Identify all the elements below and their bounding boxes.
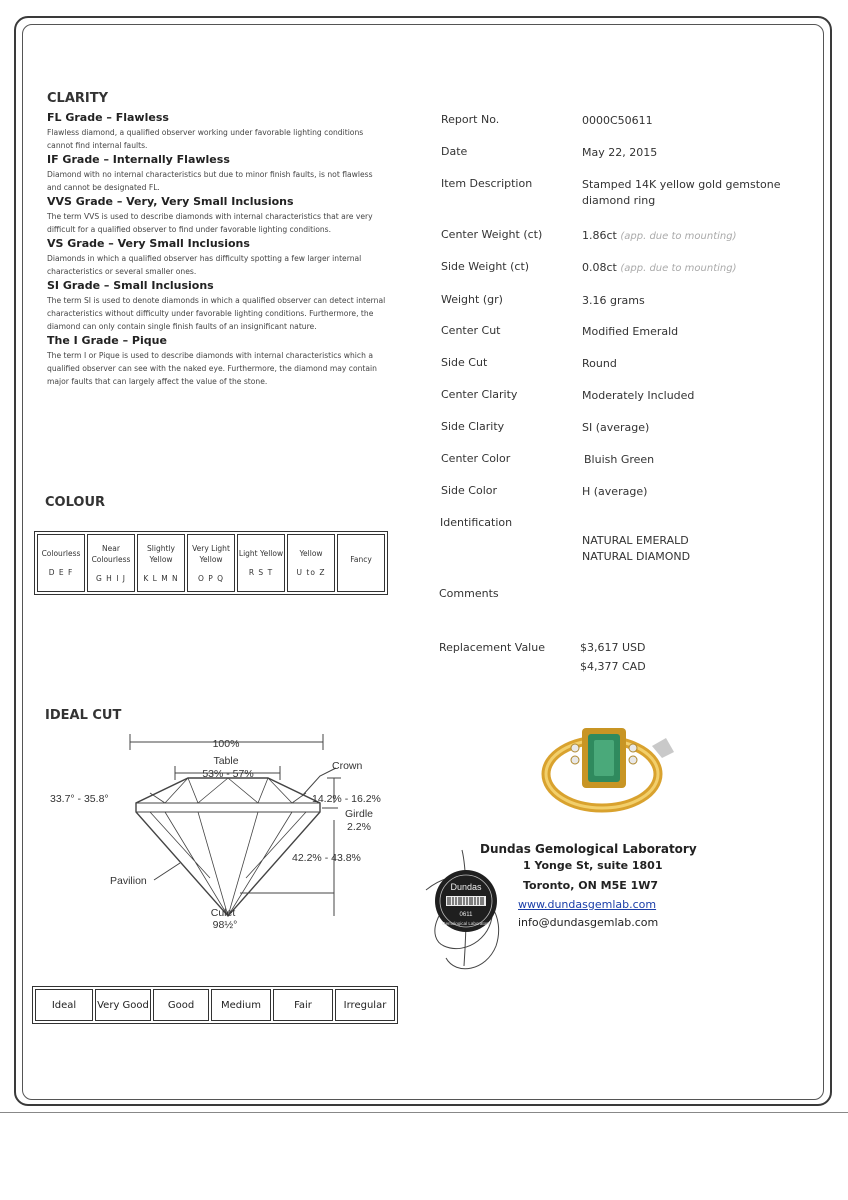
lab-email: info@dundasgemlab.com: [518, 916, 659, 929]
report-no-value: 0000C50611: [582, 114, 653, 127]
cut-cell: Ideal: [35, 989, 93, 1021]
grade-description: [47, 252, 407, 278]
side-weight-number: 0.08ct: [582, 261, 617, 274]
grade-line: characteristics without difficulty under favorable lighting conditions. Furthermore, the: [47, 309, 374, 318]
grade-line: difficult for a qualified observer to find under favorable lighting conditions.: [47, 225, 332, 234]
side-diamond: [629, 744, 637, 752]
emerald-facet: [594, 740, 614, 776]
grade-title: IF Grade – Internally Flawless: [47, 153, 230, 166]
side-color-value: H (average): [582, 485, 648, 498]
grade-line: qualified observer can see with the naked eye. Furthermore, the diamond may contain: [47, 364, 377, 373]
grade-si: [47, 279, 407, 333]
grade-line: The term VVS is used to describe diamonds with internal characteristics that are very: [47, 212, 373, 221]
grade-line: The term SI is used to denote diamonds in which a qualified observer can detect internal: [47, 296, 386, 305]
table-range-label: 53% - 57%: [202, 768, 254, 780]
side-diamond: [571, 756, 579, 764]
crown-leader: [302, 768, 336, 796]
grade-line: diamond can only contain single finish faults of an insignificant nature.: [47, 322, 317, 331]
seal-top-text: Dundas: [450, 882, 482, 892]
grade-line: characteristics or several smaller ones.: [47, 267, 197, 276]
cut-cell: Fair: [273, 989, 333, 1021]
grade-line: The term I or Pique is used to describe diamonds with internal characteristics which a: [47, 351, 373, 360]
cut-scale-table: [32, 986, 398, 1024]
colour-cell-name: Light Yellow: [238, 549, 284, 558]
diamond-outline: [136, 778, 320, 916]
identification-line: NATURAL DIAMOND: [582, 550, 691, 563]
grade-line: cannot find internal faults.: [47, 141, 148, 150]
center-color-label: Center Color: [441, 452, 511, 465]
identification-label: Identification: [440, 516, 513, 529]
cut-cell: Good: [153, 989, 209, 1021]
side-weight-value: [582, 260, 737, 277]
cut-cell: Medium: [211, 989, 271, 1021]
crown-label: Crown: [332, 760, 363, 772]
pavilion-leader: [154, 863, 180, 880]
grade-fl: [47, 111, 407, 152]
crown-angle-label: 33.7° - 35.8°: [50, 793, 109, 805]
center-weight-note: (app. due to mounting): [620, 231, 737, 242]
grade-line: Diamond with no internal characteristics but due to minor finish faults, is not flawless: [47, 170, 373, 179]
colour-cell-code: U to Z: [296, 568, 326, 577]
seal-middle-text: 0611: [459, 912, 473, 918]
page-bottom-rule: [0, 1112, 848, 1113]
grade-description: [47, 349, 407, 388]
colour-cell: [187, 534, 235, 592]
replacement-usd: $3,617 USD: [580, 641, 646, 654]
side-weight-label: Side Weight (ct): [441, 260, 530, 273]
colour-cell-code: G H I J: [95, 573, 127, 583]
center-weight-label: Center Weight (ct): [441, 228, 543, 241]
item-description-value: Stamped 14K yellow gold gemstone diamond ring: [582, 178, 781, 207]
ring-tag: [652, 738, 674, 758]
lab-seal: [416, 846, 512, 984]
cut-cell: Very Good: [95, 989, 151, 1021]
grade-description: [47, 168, 407, 194]
side-diamond: [571, 744, 579, 752]
center-cut-label: Center Cut: [441, 324, 501, 337]
item-description-label: Item Description: [441, 177, 533, 190]
lab-address-2: Toronto, ON M5E 1W7: [523, 879, 659, 892]
replacement-cad: $4,377 CAD: [580, 660, 646, 673]
pavilion-depth-label: 42.2% - 43.8%: [292, 852, 361, 864]
clarity-heading: CLARITY: [47, 91, 109, 106]
identification-line: NATURAL EMERALD: [582, 534, 689, 547]
date-value: May 22, 2015: [582, 146, 658, 159]
grade-line: Flawless diamond, a qualified observer working under favorable lighting conditions: [47, 128, 364, 137]
seal-barcode: [446, 896, 486, 906]
lab-website-link[interactable]: www.dundasgemlab.com: [518, 898, 657, 911]
side-clarity-value: SI (average): [582, 421, 650, 434]
colour-cell-name: Very Light Yellow: [192, 543, 230, 564]
girdle-pct-label: 2.2%: [347, 821, 371, 833]
colour-cell: [237, 534, 285, 592]
grade-title: VVS Grade – Very, Very Small Inclusions: [47, 195, 294, 208]
grade-title: FL Grade – Flawless: [47, 111, 169, 124]
grade-description: [47, 294, 407, 333]
side-cut-value: Round: [582, 357, 617, 370]
colour-cell-name: Colourless: [41, 549, 81, 558]
diamond-proportions-diagram: [40, 728, 410, 938]
crown-facets: [150, 778, 306, 803]
identification-value: [582, 533, 690, 565]
center-weight-value: [582, 228, 737, 245]
pavilion-facets: [150, 812, 306, 916]
grade-vs: [47, 237, 407, 278]
colour-cell: [137, 534, 185, 592]
culet-angle-label: 98½°: [212, 919, 238, 931]
date-label: Date: [441, 145, 468, 158]
side-cut-label: Side Cut: [441, 356, 488, 369]
center-cut-value: Modified Emerald: [582, 325, 679, 338]
grade-title: SI Grade – Small Inclusions: [47, 279, 214, 292]
grade-description: [47, 126, 407, 152]
grade-description: [47, 210, 407, 236]
colour-cell: [287, 534, 335, 592]
replacement-value-label: Replacement Value: [439, 641, 545, 654]
side-clarity-label: Side Clarity: [441, 420, 505, 433]
grade-vvs: [47, 195, 407, 236]
lab-name: [480, 838, 697, 857]
grade-i: [47, 334, 407, 388]
culet-label: Culet: [210, 907, 236, 919]
report-no-label: Report No.: [441, 113, 500, 126]
colour-cell-name: Fancy: [350, 554, 372, 564]
center-weight-number: 1.86ct: [582, 229, 617, 242]
grade-line: Diamonds in which a qualified observer has difficulty spotting a few larger internal: [47, 254, 362, 263]
lab-address-1: 1 Yonge St, suite 1801: [523, 859, 663, 872]
colour-cell-name: Yellow: [299, 549, 323, 558]
colour-cell: [87, 534, 135, 592]
replacement-value: [580, 640, 646, 675]
grade-line: major faults that can largely affect the value of the stone.: [47, 377, 268, 386]
ring-photo: [540, 718, 680, 814]
colour-cell: [37, 534, 85, 592]
seal-ring-text: Gemological Laboratory: [442, 921, 490, 926]
grade-line: and cannot be designated FL.: [47, 183, 160, 192]
grade-title: The I Grade – Pique: [47, 334, 167, 347]
side-weight-note: (app. due to mounting): [620, 263, 737, 274]
lab-name-text: Dundas Gemological Laboratory: [480, 842, 697, 856]
colour-cell-name: Near Colourless: [91, 543, 131, 564]
side-color-label: Side Color: [441, 484, 498, 497]
colour-cell-code: O P Q: [197, 573, 225, 583]
pavilion-label: Pavilion: [110, 875, 147, 887]
clarity-grades: [47, 111, 407, 388]
table-word-label: Table: [213, 755, 239, 767]
girdle-label: Girdle: [345, 808, 374, 820]
colour-cell-code: D E F: [48, 568, 74, 577]
cut-cell: Irregular: [335, 989, 395, 1021]
center-color-value: Bluish Green: [584, 453, 655, 466]
colour-scale-table: [34, 531, 388, 595]
width-label: 100%: [212, 738, 240, 750]
grade-title: VS Grade – Very Small Inclusions: [47, 237, 250, 250]
colour-cell-code: K L M N: [143, 573, 179, 583]
colour-heading: COLOUR: [45, 495, 106, 510]
colour-cell-name: Slightly Yellow: [147, 543, 175, 564]
weight-gr-value: 3.16 grams: [582, 294, 645, 307]
comments-label: Comments: [439, 587, 499, 600]
grade-if: [47, 153, 407, 194]
colour-cell: [337, 534, 385, 592]
center-clarity-value: Moderately Included: [582, 389, 695, 402]
colour-cell-code: R S T: [248, 568, 274, 577]
ideal-cut-heading: IDEAL CUT: [45, 708, 122, 723]
side-diamond: [629, 756, 637, 764]
weight-gr-label: Weight (gr): [441, 293, 503, 306]
center-clarity-label: Center Clarity: [441, 388, 518, 401]
crown-height-label: 14.2% - 16.2%: [312, 793, 381, 805]
